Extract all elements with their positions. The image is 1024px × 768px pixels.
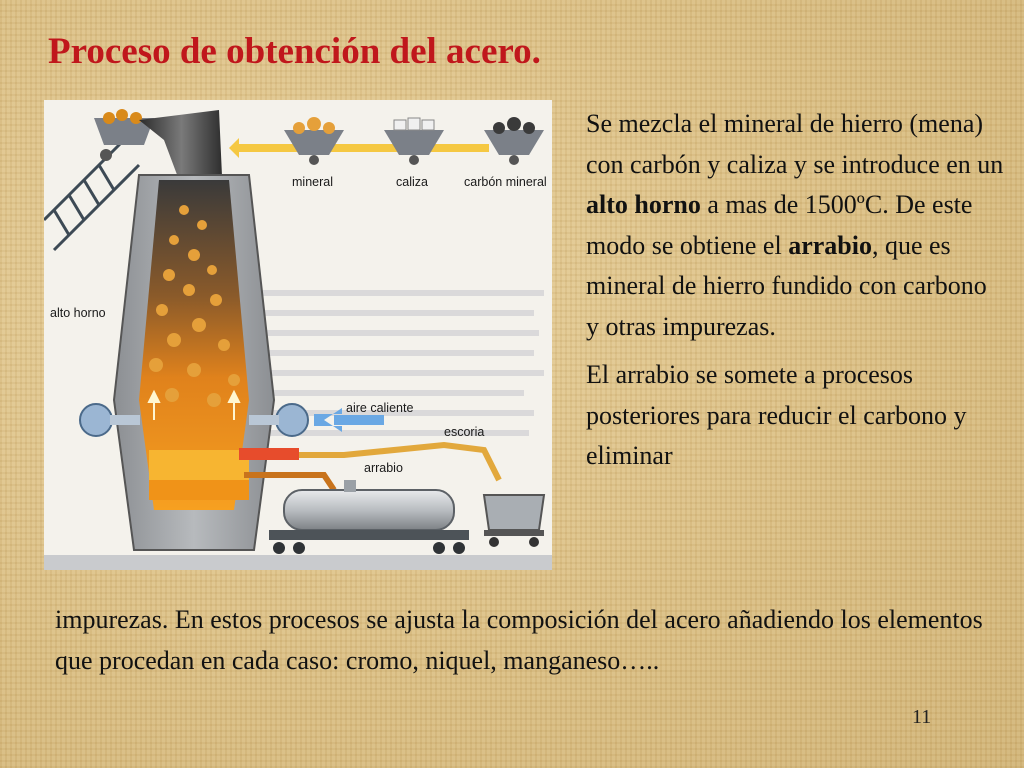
blast-furnace-diagram xyxy=(44,100,552,570)
paragraph-2: El arrabio se somete a procesos posteriores para reducir el carbono y eliminar xyxy=(586,360,967,470)
paragraph-1: Se mezcla el mineral de hierro (mena) con carbón y caliza y se introduce en un alto horno a mas de 1500ºC. De este modo se obtiene el arrabio, que es mineral de hierro fundido con carbono y otras impurezas. xyxy=(586,109,1004,341)
label-escoria: escoria xyxy=(444,425,485,439)
slide-title: Proceso de obtención del acero. xyxy=(48,31,541,72)
term-arrabio: arrabio xyxy=(788,230,872,260)
term-alto-horno: alto horno xyxy=(586,190,701,219)
label-mineral: mineral xyxy=(292,175,333,189)
page-number: 11 xyxy=(912,706,932,728)
label-alto-horno: alto horno xyxy=(50,306,106,320)
paragraph-3: impurezas. En estos procesos se ajusta la composición del acero añadiendo los elementos que procedan en cada caso: cromo, niquel, manganeso….. xyxy=(55,605,983,675)
label-caliza: caliza xyxy=(396,175,428,189)
description-text xyxy=(586,104,1006,485)
label-carbon-mineral: carbón mineral xyxy=(464,175,547,189)
label-arrabio: arrabio xyxy=(364,461,403,475)
label-aire-caliente: aire caliente xyxy=(346,401,414,415)
